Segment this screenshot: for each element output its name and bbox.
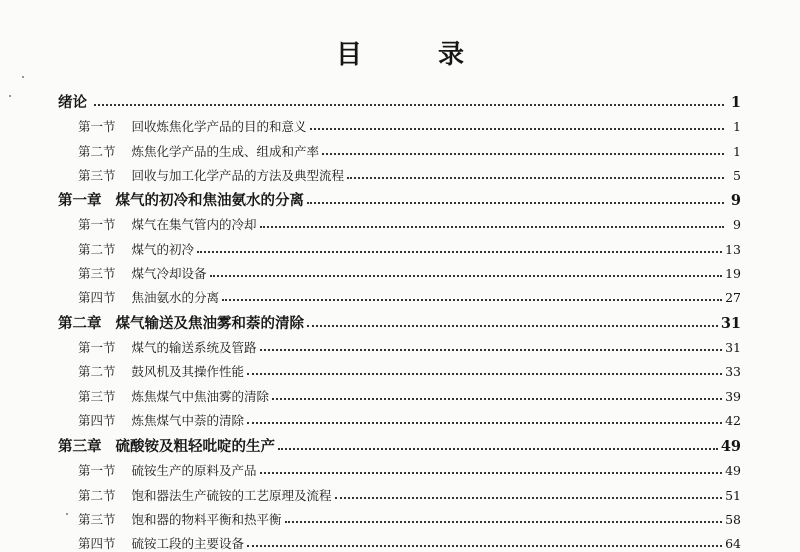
entry-page: 9	[733, 217, 741, 232]
leader-dots	[197, 251, 722, 253]
leader-dots	[247, 373, 722, 375]
entry-label: 第一节	[78, 217, 116, 232]
entry-label: 第一节	[78, 340, 116, 355]
entry-page: 64	[725, 536, 741, 551]
scan-speck	[22, 76, 24, 78]
leader-dots	[322, 153, 724, 155]
entry-title: 煤气冷却设备	[131, 266, 207, 281]
toc-entry-section	[78, 510, 741, 528]
entry-title: 回收炼焦化学产品的目的和意义	[131, 119, 307, 134]
leader-dots	[272, 398, 722, 400]
leader-dots	[285, 521, 723, 523]
entry-title: 鼓风机及其操作性能	[131, 364, 245, 379]
leader-dots	[347, 177, 724, 179]
leader-dots	[247, 545, 722, 547]
entry-page: 9	[730, 192, 741, 209]
entry-page: 42	[725, 413, 741, 428]
entry-page: 33	[725, 364, 741, 379]
entry-label: 第二章	[58, 315, 102, 332]
leader-dots	[278, 448, 718, 450]
entry-title: 炼焦化学产品的生成、组成和产率	[131, 144, 320, 159]
scan-speck	[9, 95, 11, 97]
leader-dots	[222, 299, 722, 301]
entry-label: 第二节	[78, 488, 116, 503]
entry-label: 第一节	[78, 463, 116, 478]
entry-title: 回收与加工化学产品的方法及典型流程	[131, 168, 345, 183]
entry-label: 第二节	[78, 144, 116, 159]
leader-dots	[260, 349, 723, 351]
entry-label: 第一节	[78, 119, 116, 134]
toc-entry-section	[78, 166, 741, 184]
toc-entry-section	[78, 215, 741, 233]
entry-title: 饱和器法生产硫铵的工艺原理及流程	[131, 488, 332, 503]
toc-entry-section	[78, 486, 741, 504]
toc-entry-section	[78, 362, 741, 380]
entry-page: 58	[725, 512, 741, 527]
entry-label: 绪论	[58, 94, 87, 111]
entry-page: 49	[725, 463, 741, 478]
leader-dots	[335, 497, 723, 499]
entry-page: 19	[725, 266, 741, 281]
entry-label: 第三节	[78, 266, 116, 281]
scan-speck	[66, 513, 68, 515]
toc-entry-section	[78, 117, 741, 135]
toc-entry-chapter	[58, 435, 741, 456]
entry-page: 49	[720, 438, 741, 455]
entry-title: 炼焦煤气中焦油雾的清除	[131, 389, 270, 404]
entry-label: 第一章	[58, 192, 102, 209]
toc-entry-section	[78, 534, 741, 552]
entry-title: 炼焦煤气中萘的清除	[131, 413, 245, 428]
leader-dots	[260, 472, 723, 474]
entry-title: 煤气在集气管内的冷却	[131, 217, 257, 232]
entry-title: 煤气的初冷	[131, 242, 195, 257]
entry-title: 煤气输送及焦油雾和萘的清除	[115, 315, 304, 332]
entry-label: 第三节	[78, 168, 116, 183]
entry-label: 第三节	[78, 389, 116, 404]
entry-title: 煤气的初冷和焦油氨水的分离	[115, 192, 304, 209]
entry-page: 13	[725, 242, 741, 257]
entry-page: 1	[733, 144, 741, 159]
leader-dots	[307, 202, 724, 204]
leader-dots	[307, 325, 718, 327]
entry-title: 硫酸铵及粗轻吡啶的生产	[115, 438, 275, 455]
entry-page: 27	[725, 290, 741, 305]
entry-page: 1	[730, 94, 741, 111]
entry-label: 第四节	[78, 413, 116, 428]
title-char-1: 目	[335, 40, 362, 70]
entry-title: 硫铵工段的主要设备	[131, 536, 245, 551]
entry-page: 31	[725, 340, 741, 355]
entry-title: 煤气的输送系统及管路	[131, 340, 257, 355]
toc-entry-section	[78, 264, 741, 282]
toc-entry-section	[78, 142, 741, 160]
entry-page: 31	[720, 315, 741, 332]
entry-title: 饱和器的物料平衡和热平衡	[131, 512, 282, 527]
entry-label: 第二节	[78, 242, 116, 257]
leader-dots	[94, 104, 724, 106]
leader-dots	[210, 275, 723, 277]
toc-entry-chapter	[58, 312, 741, 333]
entry-page: 51	[725, 488, 741, 503]
toc-entry-section	[78, 240, 741, 258]
toc-entry-section	[78, 411, 741, 429]
leader-dots	[247, 422, 722, 424]
toc-entry-section	[78, 387, 741, 405]
entry-title: 硫铵生产的原料及产品	[131, 463, 257, 478]
leader-dots	[310, 128, 724, 130]
entry-label: 第三节	[78, 512, 116, 527]
entry-label: 第二节	[78, 364, 116, 379]
toc-entry-section	[78, 288, 741, 306]
entry-label: 第四节	[78, 536, 116, 551]
toc-entry-intro	[58, 91, 741, 112]
entry-page: 1	[733, 119, 741, 134]
page-title	[0, 34, 800, 71]
leader-dots	[260, 226, 724, 228]
toc-entry-section	[78, 338, 741, 356]
entry-label: 第三章	[58, 438, 102, 455]
entry-page: 39	[725, 389, 741, 404]
toc-entry-chapter	[58, 189, 741, 210]
entry-page: 5	[733, 168, 741, 183]
entry-title: 焦油氨水的分离	[131, 290, 220, 305]
toc-entry-section	[78, 461, 741, 479]
title-char-2: 录	[438, 40, 465, 70]
entry-label: 第四节	[78, 290, 116, 305]
